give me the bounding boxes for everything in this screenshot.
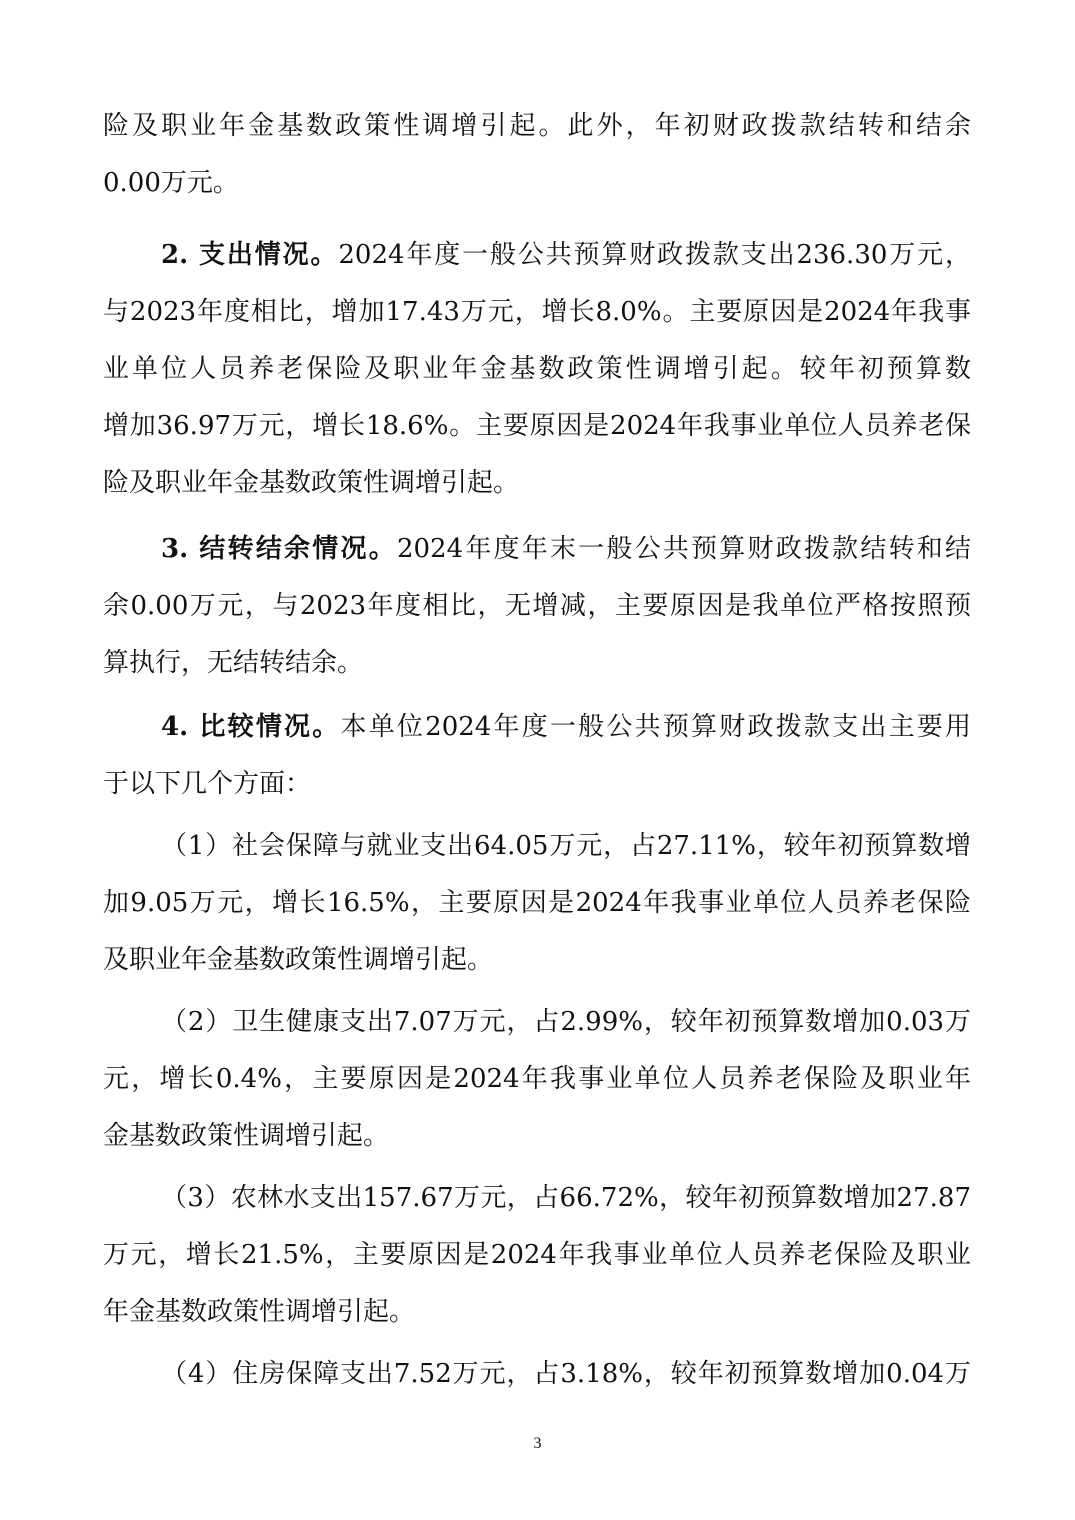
heading-comparison: 4. 比较情况。 bbox=[161, 712, 341, 742]
body-line-11: 本单位2024年度一般公共预算财政拨款支出主要用 bbox=[340, 712, 971, 742]
heading-expenditure: 2. 支出情况。 bbox=[161, 240, 339, 270]
body-line-14: 加9.05万元，增长16.5%，主要原因是2024年我事业单位人员养老保险 bbox=[103, 888, 971, 918]
body-line-17: 元，增长0.4%，主要原因是2024年我事业单位人员养老保险及职业年 bbox=[103, 1064, 971, 1094]
page-number: 3 bbox=[533, 1435, 542, 1452]
body-line-10: 算执行，无结转结余。 bbox=[103, 648, 364, 678]
body-line-4: 与2023年度相比，增加17.43万元，增长8.0%。主要原因是2024年我事 bbox=[103, 297, 971, 327]
body-line-19: （3）农林水支出157.67万元，占66.72%，较年初预算数增加27.87 bbox=[161, 1183, 971, 1213]
body-line-21: 年金基数政策性调增引起。 bbox=[103, 1297, 416, 1327]
body-line-7: 险及职业年金基数政策性调增引起。 bbox=[103, 468, 520, 498]
heading-carryover: 3. 结转结余情况。 bbox=[161, 534, 397, 564]
paragraph-expenditure bbox=[161, 235, 971, 275]
body-line-2: 0.00万元。 bbox=[103, 168, 239, 198]
body-line-18: 金基数政策性调增引起。 bbox=[103, 1121, 390, 1151]
body-line-22: （4）住房保障支出7.52万元，占3.18%，较年初预算数增加0.04万 bbox=[161, 1359, 971, 1389]
body-line-9: 余0.00万元，与2023年度相比，无增减，主要原因是我单位严格按照预 bbox=[103, 591, 971, 621]
body-line-15: 及职业年金基数政策性调增引起。 bbox=[103, 945, 494, 975]
body-line-20: 万元，增长21.5%，主要原因是2024年我事业单位人员养老保险及职业 bbox=[103, 1240, 971, 1270]
paragraph-comparison bbox=[161, 707, 971, 747]
body-line-16: （2）卫生健康支出7.07万元，占2.99%，较年初预算数增加0.03万 bbox=[161, 1007, 971, 1037]
body-line-3: 2024年度一般公共预算财政拨款支出236.30万元， bbox=[338, 240, 971, 270]
paragraph-carryover bbox=[161, 529, 971, 569]
body-line-1: 险及职业年金基数政策性调增引起。此外，年初财政拨款结转和结余 bbox=[103, 111, 971, 141]
body-line-6: 增加36.97万元，增长18.6%。主要原因是2024年我事业单位人员养老保 bbox=[103, 411, 971, 441]
body-line-13: （1）社会保障与就业支出64.05万元，占27.11%，较年初预算数增 bbox=[161, 831, 971, 861]
body-line-5: 业单位人员养老保险及职业年金基数政策性调增引起。较年初预算数 bbox=[103, 354, 971, 384]
body-line-12: 于以下几个方面： bbox=[103, 769, 312, 799]
body-line-8: 2024年度年末一般公共预算财政拨款结转和结 bbox=[396, 534, 972, 564]
